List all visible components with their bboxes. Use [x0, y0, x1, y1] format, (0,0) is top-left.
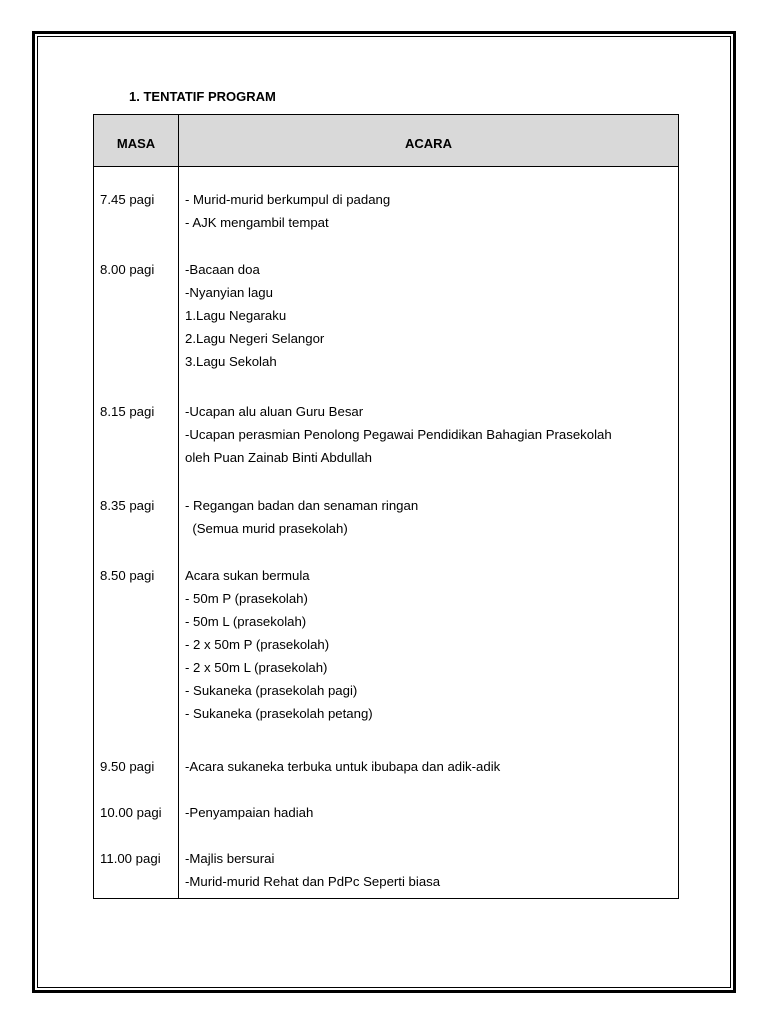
- activity-line: - 2 x 50m L (prasekolah): [185, 660, 328, 676]
- column-header-masa: MASA: [94, 115, 179, 167]
- activity-cell: [179, 379, 679, 473]
- activity-cell: [179, 734, 679, 780]
- table-row: [94, 734, 679, 780]
- activity-line: (Semua murid prasekolah): [185, 521, 348, 537]
- time-cell: 8.00 pagi: [94, 237, 179, 379]
- table-row: [94, 167, 679, 238]
- activity-cell: [179, 167, 679, 238]
- activity-cell: [179, 473, 679, 543]
- activity-line: -Penyampaian hadiah: [185, 804, 314, 820]
- activity-line: - AJK mengambil tempat: [185, 215, 329, 230]
- activity-line: - Sukaneka (prasekolah pagi): [185, 683, 358, 699]
- table-row: [94, 473, 679, 543]
- activity-line: oleh Puan Zainab Binti Abdullah: [185, 450, 372, 466]
- table-header-row: [94, 115, 679, 167]
- activity-line: - Regangan badan dan senaman ringan: [185, 498, 419, 514]
- time-cell: 8.35 pagi: [94, 473, 179, 543]
- time-cell: 9.50 pagi: [94, 734, 179, 780]
- activity-line: -Majlis bersurai: [185, 850, 275, 866]
- schedule-table: [93, 114, 679, 899]
- activity-line: -Murid-murid Rehat dan PdPc Seperti biasa: [185, 873, 441, 889]
- time-cell: 10.00 pagi: [94, 780, 179, 826]
- time-cell: 11.00 pagi: [94, 826, 179, 896]
- activity-cell: [179, 543, 679, 733]
- table-row: [94, 780, 679, 826]
- table-row: [94, 237, 679, 379]
- column-header-acara: ACARA: [179, 115, 679, 167]
- activity-line: -Ucapan alu aluan Guru Besar: [185, 404, 364, 420]
- activity-line: -Bacaan doa: [185, 262, 260, 278]
- activity-line: - Murid-murid berkumpul di padang: [185, 192, 391, 207]
- time-cell: 8.50 pagi: [94, 543, 179, 733]
- activity-line: - 2 x 50m P (prasekolah): [185, 637, 330, 653]
- filler-cell: [94, 896, 179, 899]
- filler-cell: [179, 896, 679, 899]
- activity-line: 1.Lagu Negaraku: [185, 308, 287, 324]
- table-row: [94, 826, 679, 896]
- time-cell: 8.15 pagi: [94, 379, 179, 473]
- table-row: [94, 379, 679, 473]
- activity-line: - 50m P (prasekolah): [185, 591, 308, 607]
- activity-line: -Ucapan perasmian Penolong Pegawai Pendidikan Bahagian Prasekolah: [185, 427, 612, 443]
- table-row: [94, 543, 679, 733]
- activity-line: -Acara sukaneka terbuka untuk ibubapa dan adik-adik: [185, 758, 501, 774]
- activity-line: - 50m L (prasekolah): [185, 614, 307, 630]
- activity-cell: [179, 780, 679, 826]
- table-filler-row: [94, 896, 679, 899]
- activity-cell: [179, 237, 679, 379]
- activity-line: -Nyanyian lagu: [185, 285, 273, 301]
- time-cell: 7.45 pagi: [94, 167, 179, 238]
- section-heading: 1. TENTATIF PROGRAM: [129, 89, 276, 104]
- activity-line: 3.Lagu Sekolah: [185, 354, 277, 370]
- activity-line: 2.Lagu Negeri Selangor: [185, 331, 325, 347]
- activity-line: Acara sukan bermula: [185, 568, 310, 584]
- activity-cell: [179, 826, 679, 896]
- activity-line: - Sukaneka (prasekolah petang): [185, 706, 373, 722]
